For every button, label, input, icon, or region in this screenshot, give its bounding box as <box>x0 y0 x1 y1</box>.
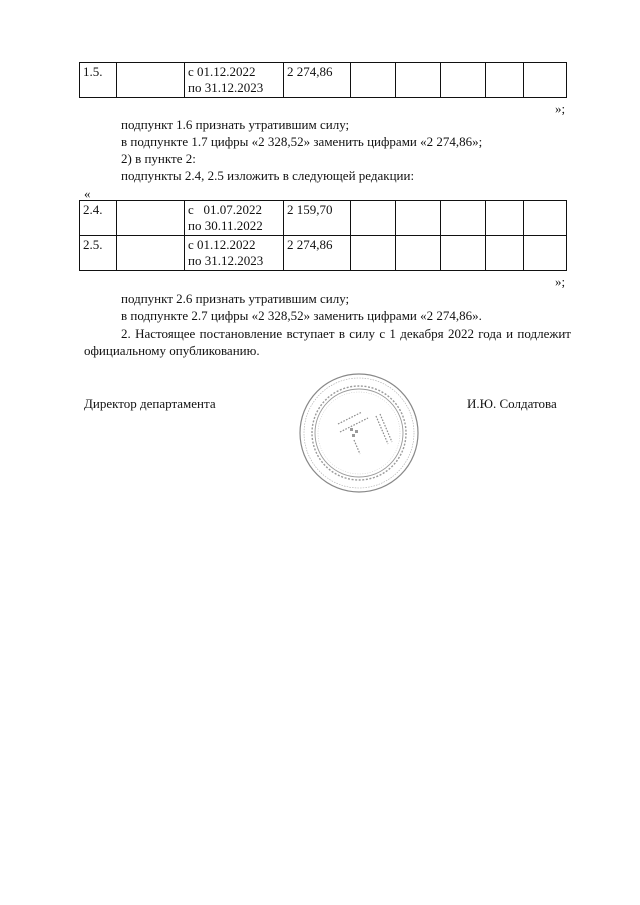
period-start: с 01.12.2022 <box>188 237 256 252</box>
period-start: с 01.07.2022 <box>188 202 263 217</box>
empty-cell <box>486 201 524 236</box>
amendment-line: подпункты 2.4, 2.5 изложить в следующей редакции: <box>121 168 415 183</box>
official-seal-icon <box>298 372 420 494</box>
closing-quote: »; <box>555 274 566 289</box>
empty-cell <box>351 201 396 236</box>
closing-quote: »; <box>555 101 566 116</box>
amendment-line: подпункт 2.6 признать утратившим силу; <box>121 291 350 306</box>
empty-cell <box>441 63 486 98</box>
tariff-table-bottom <box>79 200 567 271</box>
table-row <box>80 236 567 271</box>
row-number: 2.4. <box>80 201 117 236</box>
empty-cell <box>117 201 185 236</box>
period-cell <box>185 63 284 98</box>
tariff-value: 2 159,70 <box>284 201 351 236</box>
empty-cell <box>441 201 486 236</box>
row-number: 1.5. <box>80 63 117 98</box>
empty-cell <box>441 236 486 271</box>
signatory-position: Директор департамента <box>84 396 216 411</box>
row-number: 2.5. <box>80 236 117 271</box>
period-start: с 01.12.2022 <box>188 64 256 79</box>
empty-cell <box>396 63 441 98</box>
tariff-value: 2 274,86 <box>284 236 351 271</box>
empty-cell <box>117 63 185 98</box>
empty-cell <box>524 201 567 236</box>
signatory-name: И.Ю. Солдатова <box>467 396 557 411</box>
empty-cell <box>486 63 524 98</box>
tariff-value: 2 274,86 <box>284 63 351 98</box>
opening-quote: « <box>84 186 91 201</box>
amendment-line: 2) в пункте 2: <box>121 151 196 166</box>
empty-cell <box>351 63 396 98</box>
period-cell <box>185 201 284 236</box>
amendment-line: в подпункте 1.7 цифры «2 328,52» заменить цифрами «2 274,86»; <box>121 134 483 149</box>
empty-cell <box>524 236 567 271</box>
empty-cell <box>117 236 185 271</box>
empty-cell <box>396 236 441 271</box>
amendment-line: подпункт 1.6 признать утратившим силу; <box>121 117 350 132</box>
empty-cell <box>396 201 441 236</box>
period-end: по 31.12.2023 <box>188 80 264 95</box>
empty-cell <box>524 63 567 98</box>
tariff-table-top <box>79 62 567 98</box>
period-end: по 31.12.2023 <box>188 253 264 268</box>
period-end: по 30.11.2022 <box>188 218 263 233</box>
period-cell <box>185 236 284 271</box>
table-row <box>80 63 567 98</box>
amendment-line: в подпункте 2.7 цифры «2 328,52» заменить цифрами «2 274,86». <box>121 308 482 323</box>
table-row <box>80 201 567 236</box>
empty-cell <box>486 236 524 271</box>
effective-date-paragraph: 2. Настоящее постановление вступает в силу с 1 декабря 2022 года и подлежит официальному опубликованию. <box>84 326 571 358</box>
empty-cell <box>351 236 396 271</box>
